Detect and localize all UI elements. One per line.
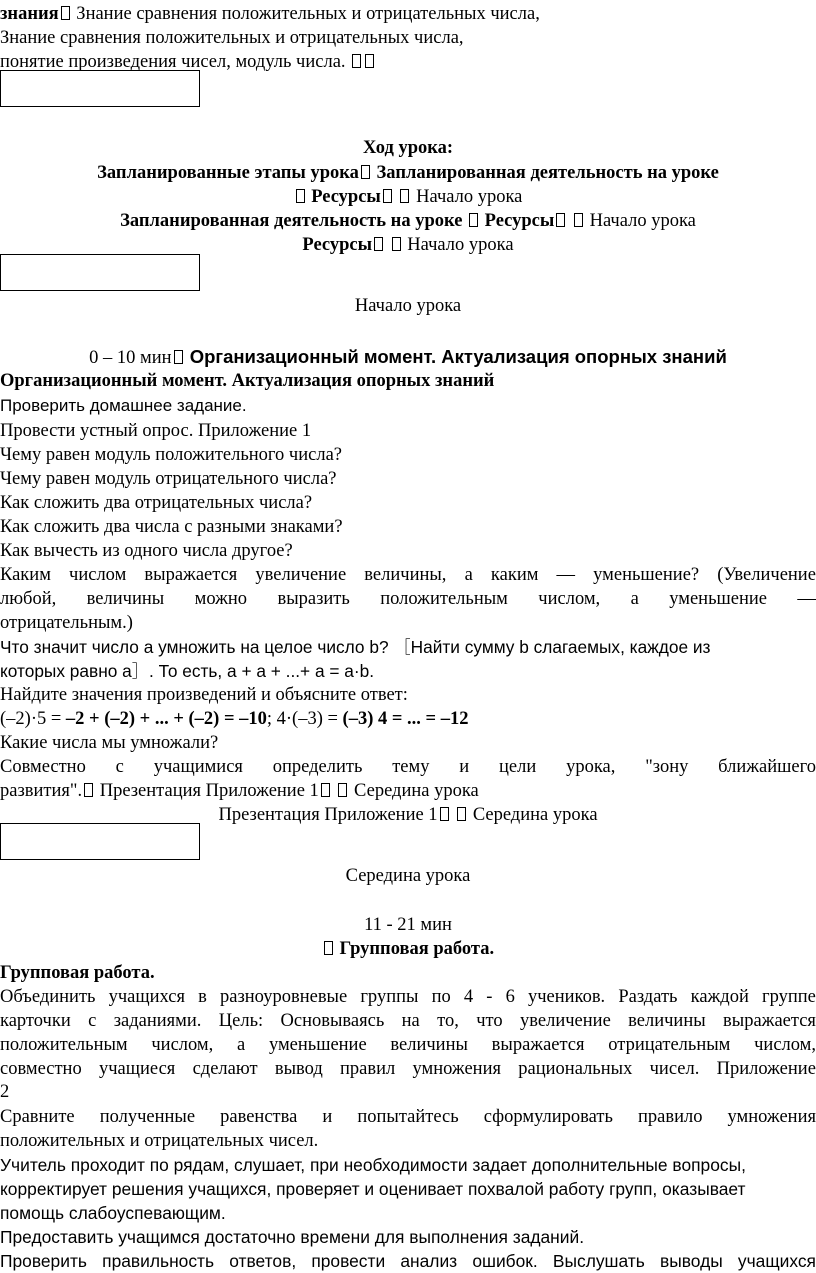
word: на bbox=[401, 1011, 420, 1031]
word: равенства bbox=[220, 1107, 298, 1127]
stage-time: 0 – 10 мин bbox=[89, 348, 172, 368]
multiplication-definition-2: которых равно a］. То есть, a + a + ...+ a = a·b. bbox=[0, 661, 375, 681]
question-2: Чему равен модуль отрицательного числа? bbox=[0, 469, 337, 489]
question-5: Как вычесть из одного числа другое? bbox=[0, 541, 293, 561]
word: Приложение bbox=[716, 1059, 816, 1079]
knowledge-line-2: Знание сравнения положительных и отрицательных числа, bbox=[0, 28, 464, 48]
word: (Увеличение bbox=[717, 565, 816, 585]
question-1: Чему равен модуль положительного числа? bbox=[0, 445, 343, 465]
missing-glyph-icon bbox=[174, 350, 183, 364]
course-heading: Ход урока: bbox=[362, 138, 454, 158]
missing-glyph-icon bbox=[321, 783, 330, 797]
word: по bbox=[431, 987, 451, 1007]
word: величины, bbox=[364, 565, 447, 585]
word: увеличение bbox=[520, 1011, 611, 1031]
word: ближайшего bbox=[718, 757, 816, 777]
word: анализ bbox=[400, 1251, 458, 1271]
paragraph-line bbox=[0, 985, 816, 1009]
missing-glyph-icon bbox=[61, 6, 70, 20]
missing-glyph-icon bbox=[374, 237, 383, 251]
oral-survey: Провести устный опрос. Приложение 1 bbox=[0, 421, 312, 441]
check-homework: Проверить домашнее задание. bbox=[0, 396, 247, 415]
group-row bbox=[0, 937, 816, 961]
word: выводы bbox=[660, 1251, 723, 1271]
missing-glyph-icon bbox=[84, 783, 93, 797]
question-4: Как сложить два числа с разными знаками? bbox=[0, 517, 343, 537]
plan-heading-row-1 bbox=[0, 161, 816, 185]
missing-glyph-icon bbox=[392, 237, 401, 251]
word: положительным bbox=[380, 589, 508, 609]
word: заданиями. bbox=[113, 1011, 202, 1031]
word: и bbox=[322, 1107, 333, 1127]
word: Раздать bbox=[618, 987, 678, 1007]
empty-table-cell bbox=[0, 254, 200, 291]
word: совместно bbox=[0, 1059, 82, 1079]
word: увеличение bbox=[255, 565, 347, 585]
word: можно bbox=[194, 589, 248, 609]
word: числом bbox=[69, 565, 127, 585]
knowledge-label: знания bbox=[0, 4, 59, 24]
word: Основываясь bbox=[280, 1011, 385, 1031]
missing-glyph-icon bbox=[400, 189, 409, 203]
group-heading: Групповая работа. bbox=[0, 963, 155, 983]
word: а bbox=[236, 1035, 246, 1055]
word: с bbox=[115, 757, 124, 777]
word: - bbox=[486, 987, 493, 1007]
example-b-answer: (–3) 4 = ... = –12 bbox=[342, 709, 469, 729]
word: умножения bbox=[412, 1059, 501, 1079]
middle-label: Середина урока bbox=[349, 781, 479, 801]
paragraph-line bbox=[0, 1105, 816, 1129]
word: величины bbox=[390, 1035, 468, 1055]
word: выражается bbox=[491, 1035, 585, 1055]
word: 6 bbox=[505, 987, 515, 1007]
which-numbers: Какие числа мы умножали? bbox=[0, 733, 219, 753]
paragraph-line bbox=[0, 1249, 816, 1273]
word: полученные bbox=[99, 1107, 196, 1127]
org-stage-title: Организационный момент. Актуализация опорных знаний bbox=[0, 371, 495, 391]
word: выразить bbox=[277, 589, 350, 609]
word: правил bbox=[340, 1059, 396, 1079]
word: учащимися bbox=[153, 757, 243, 777]
missing-glyph-icon bbox=[338, 783, 347, 797]
word: учащиеся bbox=[99, 1059, 176, 1079]
word: в bbox=[198, 987, 207, 1007]
word: Каким bbox=[0, 565, 51, 585]
knowledge-text: Знание сравнения положительных и отрицательных числа, bbox=[71, 4, 540, 24]
paragraph-line bbox=[0, 1009, 816, 1033]
word: разноуровневые bbox=[220, 987, 348, 1007]
word: Сравните bbox=[0, 1107, 75, 1127]
missing-glyph-icon bbox=[457, 807, 466, 821]
missing-glyph-icon bbox=[361, 165, 370, 179]
word: учащихся bbox=[737, 1251, 816, 1271]
word: Цель: bbox=[218, 1011, 264, 1031]
paragraph-line: отрицательным.) bbox=[0, 613, 133, 633]
word: группы bbox=[360, 987, 419, 1007]
presentation-label: Презентация Приложение 1 bbox=[95, 781, 319, 801]
word: положительным bbox=[0, 1035, 128, 1055]
example-a-answer: –2 + (–2) + ... + (–2) = –10 bbox=[65, 709, 267, 729]
missing-glyph-icon bbox=[469, 213, 478, 227]
word: уменьшение bbox=[268, 1035, 367, 1055]
word: учеников. bbox=[527, 987, 606, 1007]
word: учащихся bbox=[108, 987, 185, 1007]
word: провести bbox=[311, 1251, 386, 1271]
missing-glyph-icon bbox=[556, 213, 565, 227]
empty-table-cell bbox=[0, 823, 200, 860]
word: Проверить bbox=[0, 1251, 87, 1271]
lesson-start-label: Начало урока bbox=[402, 235, 514, 255]
word: числом, bbox=[151, 1035, 214, 1055]
word: вывод bbox=[274, 1059, 323, 1079]
word: отрицательным bbox=[608, 1035, 731, 1055]
examples-line bbox=[0, 707, 468, 731]
middle-time: 11 - 21 мин bbox=[364, 915, 452, 935]
word: правильность bbox=[102, 1251, 215, 1271]
word: выражается bbox=[723, 1011, 816, 1031]
word: числом, bbox=[538, 589, 601, 609]
resources-label: Ресурсы bbox=[480, 211, 555, 231]
paragraph-line: положительных и отрицательных чисел. bbox=[0, 1131, 319, 1151]
missing-glyph-icon bbox=[440, 807, 449, 821]
example-a: (–2)·5 = bbox=[0, 709, 66, 729]
word: чисел. bbox=[649, 1059, 700, 1079]
word: уменьшение? bbox=[593, 565, 700, 585]
word: цели bbox=[499, 757, 537, 777]
word: определить bbox=[272, 757, 363, 777]
word: правило bbox=[637, 1107, 703, 1127]
missing-glyph-icon bbox=[574, 213, 583, 227]
word: с bbox=[88, 1011, 97, 1031]
word: Выслушать bbox=[552, 1251, 645, 1271]
teacher-line-3: помощь слабоуспевающим. bbox=[0, 1203, 226, 1223]
knowledge-text: понятие произведения чисел, модуль числа. bbox=[0, 52, 351, 72]
example-b: ; 4·(–3) = bbox=[266, 709, 343, 729]
stage-title: Организационный момент. Актуализация опорных знаний bbox=[184, 346, 727, 367]
paragraph-line bbox=[0, 755, 816, 779]
word: Объединить bbox=[0, 987, 96, 1007]
multiplication-definition-1: Что значит число a умножить на целое число b? ［Найти сумму b слагаемых, каждое из bbox=[0, 637, 711, 657]
word: сформулировать bbox=[483, 1107, 613, 1127]
lesson-start-label: Начало урока bbox=[411, 187, 523, 207]
plan-heading-row-3 bbox=[0, 209, 816, 233]
paragraph-line bbox=[0, 1057, 816, 1081]
word: что bbox=[476, 1011, 503, 1031]
word: а bbox=[464, 565, 473, 585]
middle-heading: Середина урока bbox=[345, 866, 471, 886]
word: — bbox=[556, 565, 576, 585]
word: числом, bbox=[754, 1035, 816, 1055]
lesson-start-heading: Начало урока bbox=[354, 296, 462, 316]
word: 4 bbox=[463, 987, 474, 1007]
zone-line bbox=[0, 779, 479, 803]
org-stage-row bbox=[0, 345, 816, 370]
word: сделают bbox=[192, 1059, 258, 1079]
paragraph-line bbox=[0, 563, 816, 587]
word: тему bbox=[392, 757, 430, 777]
missing-glyph-icon bbox=[365, 54, 374, 68]
presentation-label: Презентация Приложение 1 bbox=[218, 805, 438, 825]
word: группе bbox=[762, 987, 816, 1007]
word: ошибок. bbox=[472, 1251, 538, 1271]
knowledge-line-1 bbox=[0, 2, 540, 26]
paragraph-line: 2 bbox=[0, 1082, 10, 1102]
paragraph-line bbox=[0, 587, 816, 611]
time-line: Предоставить учащимся достаточно времени для выполнения заданий. bbox=[0, 1227, 585, 1247]
word: — bbox=[797, 589, 816, 609]
zone-text: развития". bbox=[0, 781, 83, 801]
resources-label: Ресурсы bbox=[311, 187, 381, 207]
plan-activity-label: Запланированная деятельность на уроке bbox=[371, 163, 719, 183]
word: "зону bbox=[645, 757, 689, 777]
teacher-line-2: корректирует решения учащихся, проверяет и оценивает похвалой работу групп, оказывает bbox=[0, 1179, 746, 1199]
plan-stages-label: Запланированные этапы урока bbox=[97, 163, 359, 183]
paragraph-line bbox=[0, 1033, 816, 1057]
question-3: Как сложить два отрицательных числа? bbox=[0, 493, 313, 513]
word: Совместно bbox=[0, 757, 86, 777]
word: рациональных bbox=[518, 1059, 633, 1079]
word: попытайтесь bbox=[357, 1107, 459, 1127]
word: карточки bbox=[0, 1011, 71, 1031]
missing-glyph-icon bbox=[383, 189, 392, 203]
word: уменьшение bbox=[669, 589, 767, 609]
lesson-start-label: Начало урока bbox=[584, 211, 696, 231]
word: ответов, bbox=[229, 1251, 297, 1271]
find-values: Найдите значения произведений и объясните ответ: bbox=[0, 685, 408, 705]
word: то, bbox=[437, 1011, 459, 1031]
plan-heading-row-2 bbox=[0, 185, 816, 209]
word: каким bbox=[490, 565, 539, 585]
missing-glyph-icon bbox=[324, 941, 333, 955]
word: умножения bbox=[727, 1107, 816, 1127]
word: величины bbox=[86, 589, 165, 609]
group-title: Групповая работа. bbox=[334, 939, 495, 959]
teacher-line-1: Учитель проходит по рядам, слушает, при необходимости задает дополнительные вопросы, bbox=[0, 1155, 746, 1175]
word: а bbox=[630, 589, 639, 609]
word: и bbox=[459, 757, 470, 777]
plan-activity-label: Запланированная деятельность на уроке bbox=[120, 211, 468, 231]
resources-label: Ресурсы bbox=[302, 235, 373, 255]
missing-glyph-icon bbox=[296, 189, 305, 203]
word: каждой bbox=[690, 987, 749, 1007]
missing-glyph-icon bbox=[352, 54, 361, 68]
word: выражается bbox=[144, 565, 238, 585]
word: любой, bbox=[0, 589, 57, 609]
word: урока, bbox=[566, 757, 616, 777]
word: величины bbox=[628, 1011, 706, 1031]
empty-table-cell bbox=[0, 70, 200, 107]
middle-label: Середина урока bbox=[468, 805, 598, 825]
